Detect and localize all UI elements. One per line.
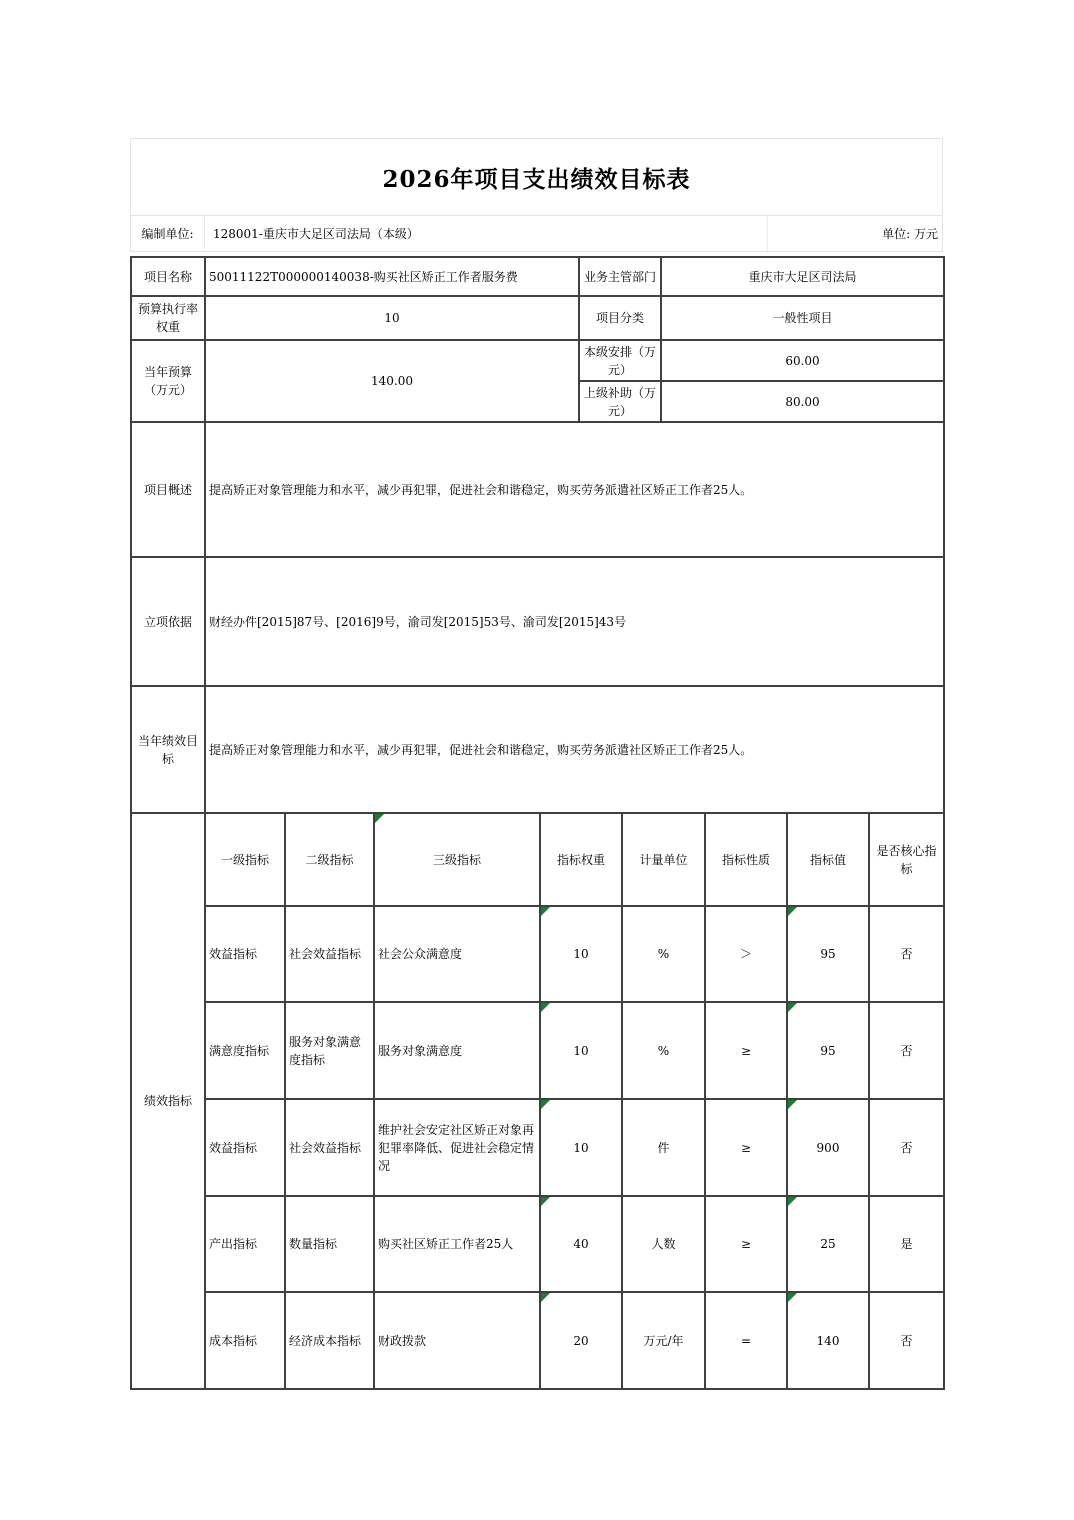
local-arrangement-label: 本级安排（万元） — [579, 340, 661, 381]
indicator-unit: 万元/年 — [622, 1292, 705, 1389]
indicator-core: 否 — [869, 1292, 944, 1389]
indicator-level3: 维护社会安定社区矫正对象再犯罪率降低、促进社会稳定情况 — [374, 1099, 540, 1196]
comment-marker-icon — [788, 907, 797, 916]
indicator-value — [787, 1196, 869, 1292]
indicator-row — [131, 906, 944, 1002]
indicator-value-text: 95 — [820, 1043, 836, 1058]
indicator-level1: 效益指标 — [205, 1099, 285, 1196]
table-row — [131, 296, 944, 340]
annual-goal-value: 提高矫正对象管理能力和水平，减少再犯罪，促进社会和谐稳定，购买劳务派遣社区矫正工作者25人。 — [205, 686, 944, 813]
header-core: 是否核心指标 — [869, 813, 944, 906]
indicator-weight-value: 10 — [573, 1043, 589, 1058]
indicator-level2: 社会效益指标 — [285, 906, 374, 1002]
table-row — [131, 422, 944, 557]
indicator-row — [131, 1196, 944, 1292]
indicator-core: 是 — [869, 1196, 944, 1292]
header-value: 指标值 — [787, 813, 869, 906]
header-unit: 计量单位 — [622, 813, 705, 906]
budget-value: 140.00 — [205, 340, 579, 422]
indicator-nature: ≥ — [705, 1196, 787, 1292]
table-row — [131, 557, 944, 686]
unit-label: 单位: 万元 — [767, 216, 942, 251]
indicator-value-text: 95 — [820, 947, 836, 961]
indicator-header-row — [131, 813, 944, 906]
indicator-weight-value: 20 — [573, 1333, 589, 1348]
overview-label: 项目概述 — [131, 422, 205, 557]
comment-marker-icon — [375, 814, 384, 823]
indicator-level2: 经济成本指标 — [285, 1292, 374, 1389]
prepared-by-label: 编制单位: — [131, 216, 205, 251]
project-name-label: 项目名称 — [131, 257, 205, 296]
comment-marker-icon — [541, 1100, 550, 1109]
indicator-level1: 满意度指标 — [205, 1002, 285, 1099]
comment-marker-icon — [788, 1100, 797, 1109]
indicator-level2: 数量指标 — [285, 1196, 374, 1292]
comment-marker-icon — [541, 907, 550, 916]
indicator-weight — [540, 1002, 622, 1099]
indicator-weight — [540, 1196, 622, 1292]
indicator-level2: 社会效益指标 — [285, 1099, 374, 1196]
indicator-value — [787, 1292, 869, 1389]
project-info-table — [130, 256, 945, 814]
comment-marker-icon — [788, 1197, 797, 1206]
category-label: 项目分类 — [579, 296, 661, 340]
comment-marker-icon — [541, 1293, 550, 1302]
indicator-core: 否 — [869, 1099, 944, 1196]
indicator-nature: ≥ — [705, 1002, 787, 1099]
title-block — [130, 138, 943, 215]
comment-marker-icon — [788, 1003, 797, 1012]
table-row — [131, 257, 944, 296]
header-level3-label: 三级指标 — [432, 852, 481, 867]
header-nature: 指标性质 — [705, 813, 787, 906]
indicator-core: 否 — [869, 906, 944, 1002]
indicator-weight-value: 10 — [573, 1140, 589, 1155]
spreadsheet-page — [130, 138, 943, 1390]
basis-value: 财经办件[2015]87号、[2016]9号，渝司发[2015]53号、渝司发[2015]43号 — [205, 557, 944, 686]
annual-goal-label: 当年绩效目标 — [131, 686, 205, 813]
indicator-level2: 服务对象满意度指标 — [285, 1002, 374, 1099]
indicator-unit: 件 — [622, 1099, 705, 1196]
table-row — [131, 686, 944, 813]
indicator-level3: 社会公众满意度 — [374, 906, 540, 1002]
indicator-value-text: 25 — [820, 1237, 836, 1251]
exec-rate-value: 10 — [205, 296, 579, 340]
superior-subsidy-label: 上级补助（万元） — [579, 381, 661, 422]
indicator-row — [131, 1002, 944, 1099]
project-name-value: 50011122T000000140038-购买社区矫正工作者服务费 — [205, 257, 579, 296]
header-level1: 一级指标 — [205, 813, 285, 906]
indicator-value — [787, 1099, 869, 1196]
dept-value: 重庆市大足区司法局 — [661, 257, 944, 296]
indicator-level1: 产出指标 — [205, 1196, 285, 1292]
indicator-weight — [540, 1099, 622, 1196]
indicator-unit: % — [622, 1002, 705, 1099]
indicator-weight-value: 40 — [573, 1237, 589, 1251]
local-arrangement-value: 60.00 — [661, 340, 944, 381]
dept-label: 业务主管部门 — [579, 257, 661, 296]
indicator-level3: 购买社区矫正工作者25人 — [374, 1196, 540, 1292]
indicator-value-text: 900 — [816, 1140, 840, 1155]
exec-rate-label: 预算执行率权重 — [131, 296, 205, 340]
table-row — [131, 340, 944, 381]
indicator-row — [131, 1292, 944, 1389]
comment-marker-icon — [541, 1003, 550, 1012]
indicator-weight — [540, 1292, 622, 1389]
indicator-nature: ＞ — [705, 906, 787, 1002]
indicator-weight-value: 10 — [573, 947, 589, 961]
budget-label: 当年预算（万元） — [131, 340, 205, 422]
indicator-value — [787, 1002, 869, 1099]
indicator-unit: % — [622, 906, 705, 1002]
basis-label: 立项依据 — [131, 557, 205, 686]
indicator-level1: 效益指标 — [205, 906, 285, 1002]
prepared-by-row — [130, 215, 943, 252]
header-level2: 二级指标 — [285, 813, 374, 906]
comment-marker-icon — [541, 1197, 550, 1206]
indicator-value-text: 140 — [816, 1333, 840, 1348]
superior-subsidy-value: 80.00 — [661, 381, 944, 422]
overview-value: 提高矫正对象管理能力和水平，减少再犯罪，促进社会和谐稳定，购买劳务派遣社区矫正工作者25人。 — [205, 422, 944, 557]
category-value: 一般性项目 — [661, 296, 944, 340]
indicator-nature: = — [705, 1292, 787, 1389]
indicator-weight — [540, 906, 622, 1002]
indicator-nature: ≥ — [705, 1099, 787, 1196]
indicator-section-label: 绩效指标 — [131, 813, 205, 1389]
indicator-level3: 财政拨款 — [374, 1292, 540, 1389]
indicator-core: 否 — [869, 1002, 944, 1099]
indicator-value — [787, 906, 869, 1002]
indicator-unit: 人数 — [622, 1196, 705, 1292]
page-title: 2026年项目支出绩效目标表 — [382, 165, 691, 193]
indicator-row — [131, 1099, 944, 1196]
indicator-level1: 成本指标 — [205, 1292, 285, 1389]
performance-indicator-table — [130, 812, 945, 1390]
header-weight: 指标权重 — [540, 813, 622, 906]
header-level3 — [374, 813, 540, 906]
comment-marker-icon — [788, 1293, 797, 1302]
indicator-level3: 服务对象满意度 — [374, 1002, 540, 1099]
prepared-by-value: 128001-重庆市大足区司法局（本级） — [213, 227, 419, 241]
